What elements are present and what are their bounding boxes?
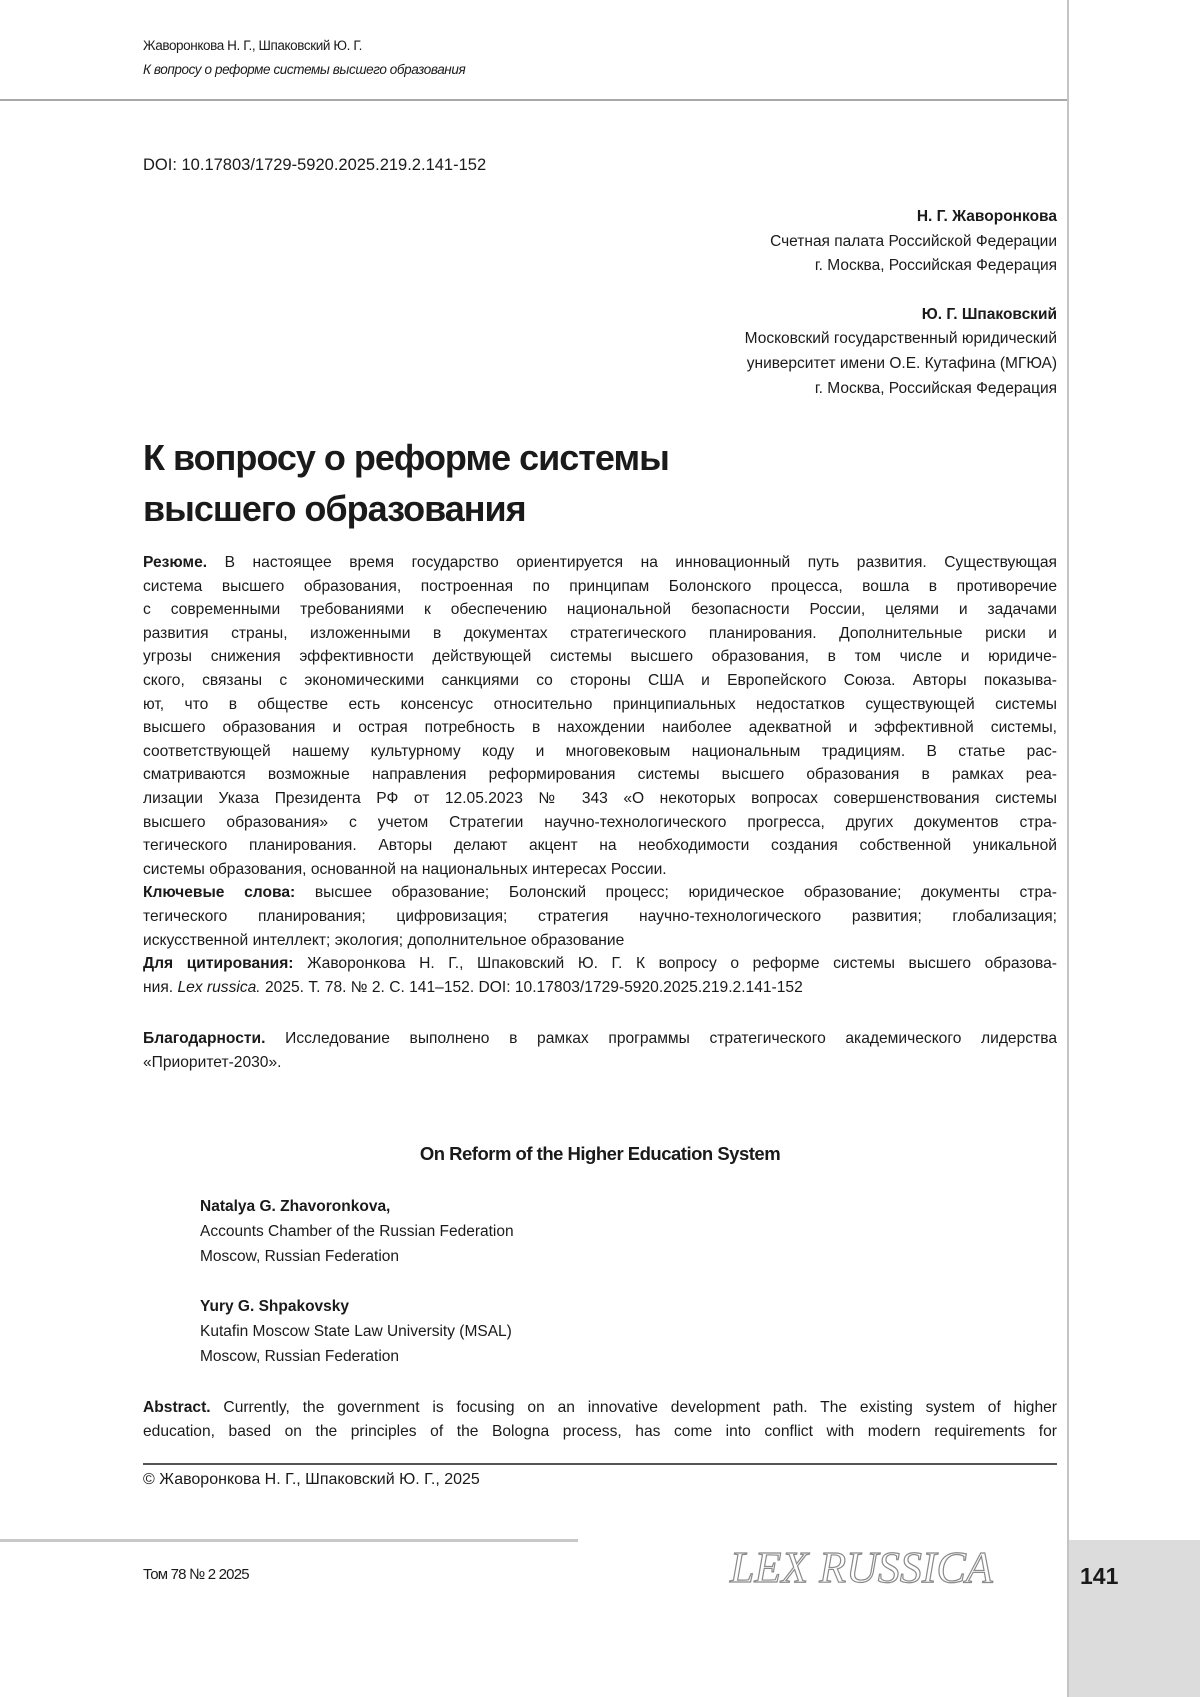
author-affiliation: г. Москва, Российская Федерация — [745, 254, 1057, 279]
acknowledgements-label: Благодарности. — [143, 1030, 265, 1047]
abstract-text: Currently, the government is focusing on an innovative development path. The existing system of higher — [211, 1399, 1057, 1416]
citation-label: Для цитирования: — [143, 955, 294, 972]
authors-ru — [745, 205, 1057, 401]
abstract-line: высшего образования» с учетом Стратегии научно-технологического прогресса, других документов стра- — [143, 811, 1057, 835]
copyright-divider — [143, 1463, 1057, 1465]
author-affiliation: Счетная палата Российской Федерации — [745, 230, 1057, 255]
keywords-line: искусственной интеллект; экология; дополнительное образование — [143, 929, 1057, 953]
article-title-en: On Reform of the Higher Education System — [143, 1143, 1057, 1165]
keywords-text: высшее образование; Болонский процесс; юридическое образование; документы стра- — [295, 884, 1057, 901]
authors-en — [200, 1194, 514, 1369]
abstract-line: ют, что в обществе есть консенсус относительно принципиальных недостатков существующей системы — [143, 693, 1057, 717]
journal-logo: LEX RUSSICA — [730, 1540, 993, 1596]
citation-line — [143, 952, 1057, 976]
title-line: высшего образования — [143, 483, 669, 534]
author-name: Natalya G. Zhavoronkova, — [200, 1194, 514, 1219]
author-name: Yury G. Shpakovsky — [200, 1294, 514, 1319]
abstract-line: тегического планирования. Авторы делают акцент на необходимости создания собственной уникальной — [143, 834, 1057, 858]
author-affiliation: Kutafin Moscow State Law University (MSAL) — [200, 1319, 514, 1344]
acknowledgements-line — [143, 1027, 1057, 1051]
issue-info: Том 78 № 2 2025 — [143, 1566, 249, 1583]
keywords-line — [143, 881, 1057, 905]
page-number: 141 — [1080, 1563, 1118, 1590]
acknowledgements-line: «Приоритет-2030». — [143, 1051, 1057, 1075]
abstract-line: ского, связаны с экономическими санкциями со стороны США и Европейского Союза. Авторы показыва- — [143, 669, 1057, 693]
abstract-line: высшего образования и острая потребность в нахождении наиболее адекватной и эффективной системы, — [143, 716, 1057, 740]
abstract-line — [143, 551, 1057, 575]
abstract-label: Резюме. — [143, 554, 207, 571]
acknowledgements-ru — [143, 1027, 1057, 1074]
abstract-label: Abstract. — [143, 1399, 211, 1416]
abstract-line: система высшего образования, построенная по принципам Болонского процесса, вошла в противоречие — [143, 575, 1057, 599]
abstract-line — [143, 1396, 1057, 1420]
abstract-line: с современными требованиями к обеспечению национальной безопасности России, целями и задачами — [143, 598, 1057, 622]
citation-text: 2025. Т. 78. № 2. С. 141–152. DOI: 10.17803/1729-5920.2025.219.2.141-152 — [261, 979, 803, 996]
running-header-title: К вопросу о реформе системы высшего образования — [143, 58, 465, 82]
author-affiliation: Moscow, Russian Federation — [200, 1244, 514, 1269]
author-name: Н. Г. Жаворонкова — [745, 205, 1057, 230]
author-affiliation: Accounts Chamber of the Russian Federation — [200, 1219, 514, 1244]
author-affiliation: Moscow, Russian Federation — [200, 1344, 514, 1369]
abstract-line: угрозы снижения эффективности действующей системы высшего образования, в том числе и юридиче- — [143, 645, 1057, 669]
keywords-line: тегического планирования; цифровизация; стратегия научно-технологического развития; глобализация; — [143, 905, 1057, 929]
author-name: Ю. Г. Шпаковский — [745, 303, 1057, 328]
page-edge-line — [1067, 0, 1069, 1697]
footer-divider — [0, 1539, 578, 1542]
citation-text: Жаворонкова Н. Г., Шпаковский Ю. Г. К вопросу о реформе системы высшего образова- — [294, 955, 1058, 972]
abstract-line: лизации Указа Президента РФ от 12.05.2023 № 343 «О некоторых вопросах совершенствования системы — [143, 787, 1057, 811]
running-header — [143, 34, 465, 82]
abstract-text: В настоящее время государство ориентируется на инновационный путь развития. Существующая — [207, 554, 1057, 571]
abstract-line: сматриваются возможные направления реформирования системы высшего образования в рамках реа- — [143, 763, 1057, 787]
doi: DOI: 10.17803/1729-5920.2025.219.2.141-152 — [143, 156, 486, 175]
author-affiliation: университет имени О.Е. Кутафина (МГЮА) — [745, 352, 1057, 377]
citation-text: ния. — [143, 979, 177, 996]
acknowledgements-text: Исследование выполнено в рамках программы стратегического академического лидерства — [265, 1030, 1057, 1047]
abstract-ru — [143, 551, 1057, 1074]
abstract-line: развития страны, изложенными в документах стратегического планирования. Дополнительные риски и — [143, 622, 1057, 646]
copyright: © Жаворонкова Н. Г., Шпаковский Ю. Г., 2025 — [143, 1471, 480, 1489]
author-affiliation: г. Москва, Российская Федерация — [745, 377, 1057, 402]
abstract-line: education, based on the principles of the Bologna process, has come into conflict with modern requirements for — [143, 1420, 1057, 1444]
abstract-line: системы образования, основанной на национальных интересах России. — [143, 858, 1057, 882]
title-line: К вопросу о реформе системы — [143, 432, 669, 483]
author-affiliation: Московский государственный юридический — [745, 327, 1057, 352]
citation-line — [143, 976, 1057, 1000]
citation-journal: Lex russica. — [177, 979, 260, 996]
header-divider — [0, 99, 1067, 101]
keywords-label: Ключевые слова: — [143, 884, 295, 901]
abstract-en — [143, 1396, 1057, 1443]
running-header-authors: Жаворонкова Н. Г., Шпаковский Ю. Г. — [143, 34, 465, 58]
article-title-ru — [143, 432, 669, 534]
abstract-line: соответствующей нашему культурному коду и многовековым национальным традициям. В статье рас- — [143, 740, 1057, 764]
